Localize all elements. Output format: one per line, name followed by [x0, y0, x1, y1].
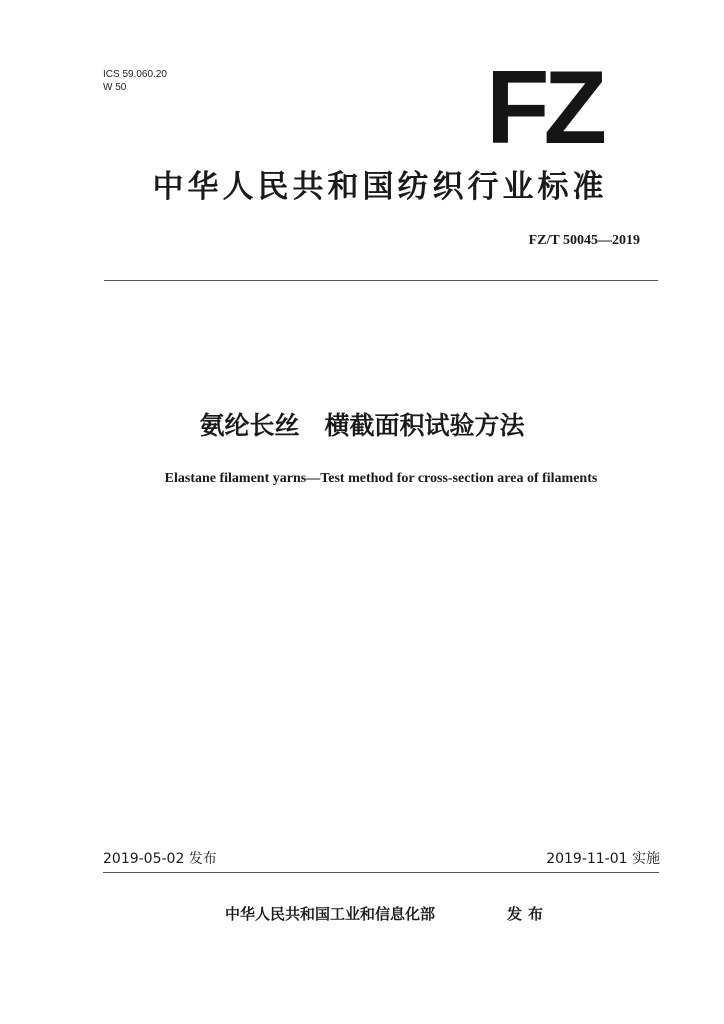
ics-code: ICS 59.060.20 [103, 69, 167, 80]
document-title-chinese: 氨纶长丝 横截面积试验方法 [199, 411, 525, 440]
top-divider [104, 280, 658, 281]
bottom-divider [103, 872, 659, 873]
publisher-name: 中华人民共和国工业和信息化部 [225, 905, 436, 923]
standard-category-title: 中华人民共和国纺织行业标准 [152, 169, 608, 205]
classification-codes [103, 68, 167, 94]
ccs-code: W 50 [103, 82, 127, 93]
document-title-english: Elastane filament yarns—Test method for cross-section area of filaments [164, 471, 598, 486]
issue-date: 2019-05-02 发布 [103, 851, 217, 867]
fz-logo: FZ [486, 62, 602, 154]
publish-label: 发布 [507, 905, 550, 923]
standard-number: FZ/T 50045—2019 [528, 233, 640, 248]
implementation-date: 2019-11-01 实施 [546, 851, 660, 867]
